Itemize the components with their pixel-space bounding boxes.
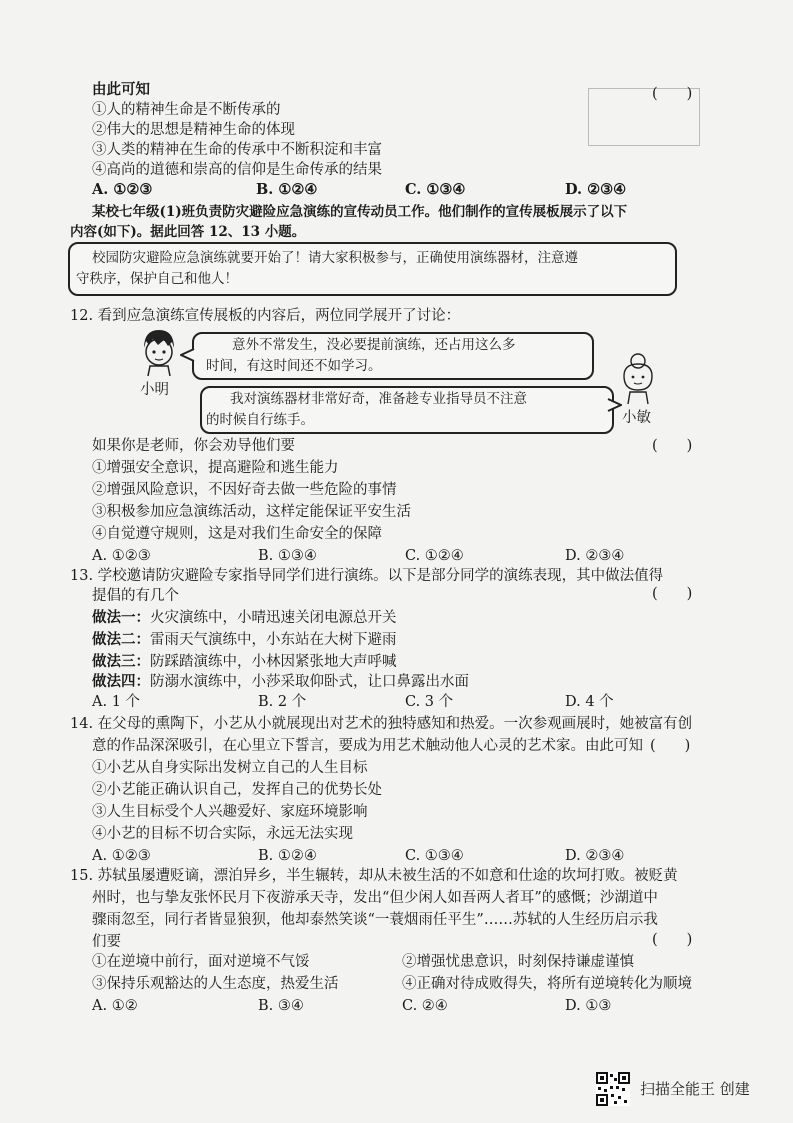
context-line: 内容(如下)。据此回答 12、13 小题。 [70,224,306,240]
statement-item: ③保持乐观豁达的人生态度，热爱生活 [92,976,339,992]
statement-item: ③积极参加应急演练活动，这样定能保证平安生活 [92,504,411,520]
qr-code-icon [596,1072,630,1106]
method-text: 火灾演练中，小晴迅速关闭电源总开关 [150,610,397,626]
question-13-stem: 提倡的有几个 [92,588,179,604]
option-a: A. ①② [92,998,138,1014]
question-14-stem: 意的作品深深吸引，在心里立下誓言，要成为用艺术触动他人心灵的艺术家。由此可知 [92,738,643,754]
statement-item: ②增强风险意识，不因好奇去做一些危险的事情 [92,482,397,498]
statement-item: ③人生目标受个人兴趣爱好、家庭环境影响 [92,804,368,820]
question-15-stem: 州时，也与挚友张怀民月下夜游承天寺，发出“但少闲人如吾两人者耳”的感慨；沙湖道中 [92,890,658,906]
option-d: D. ②③④ [565,848,625,864]
option-d: D. ②③④ [565,181,627,198]
board-text: 校园防灾避险应急演练就要开始了！请大家积极参与，正确使用演练器材，注意遵 [92,250,578,266]
option-b: B. 2 个 [258,694,307,710]
speech-text: 意外不常发生，没必要提前演练，还占用这么多 [232,337,516,353]
statement-item: ①在逆境中前行，面对逆境不气馁 [92,954,310,970]
question-15-stem: 们要 [92,934,121,950]
answer-bracket: ( ) [650,738,691,754]
option-a: A. ①②③ [92,181,153,198]
scanner-watermark: 扫描全能王 创建 [640,1080,750,1098]
option-a: A. ①②③ [92,848,151,864]
statement-item: ①增强安全意识，提高避险和逃生能力 [92,460,339,476]
option-c: C. ①③④ [405,848,464,864]
answer-bracket: ( ) [652,86,693,102]
option-d: D. 4 个 [565,694,614,710]
speech-text: 的时候自行练手。 [206,412,314,428]
method-label: 做法三： [92,653,150,670]
method-text: 防踩踏演练中，小林因紧张地大声呼喊 [150,654,397,670]
option-b: B. ①②④ [256,181,318,198]
statement-item: ①人的精神生命是不断传承的 [92,102,281,118]
question-14-stem: 14. 在父母的熏陶下，小艺从小就展现出对艺术的独特感知和热爱。一次参观画展时，她被富有创 [70,716,693,732]
propaganda-board [68,242,677,296]
option-d: D. ②③④ [565,548,625,564]
method-item [92,672,469,692]
board-text: 守秩序，保护自己和他人！ [76,271,238,287]
method-item [92,630,397,650]
statement-item: ④高尚的道德和崇高的信仰是生命传承的结果 [92,162,382,178]
xiaoming-avatar [136,328,182,378]
question-15-stem: 骤雨忽至，同行者皆显狼狈，他却泰然笑谈“一蓑烟雨任平生”……苏轼的人生经历启示我 [92,912,658,928]
context-line: 某校七年级(1)班负责防灾避险应急演练的宣传动员工作。他们制作的宣传展板展示了以下 [92,204,628,220]
statement-item: ①小艺从自身实际出发树立自己的人生目标 [92,760,368,776]
speech-text: 时间，有这时间还不如学习。 [206,358,382,374]
statement-item: ②小艺能正确认识自己，发挥自己的优势长处 [92,782,382,798]
statement-item: ④小艺的目标不切合实际，永远无法实现 [92,826,353,842]
option-c: C. ①②④ [405,548,464,564]
question-15-stem: 15. 苏轼虽屡遭贬谪，漂泊异乡，半生辗转，却从未被生活的不如意和仕途的坎坷打败。被贬黄 [70,868,678,884]
method-label: 做法二： [92,631,150,648]
option-b: B. ①③④ [258,548,317,564]
statement-item: ④自觉遵守规则，这是对我们生命安全的保障 [92,526,382,542]
xiaoming-label: 小明 [140,382,169,398]
answer-bracket: ( ) [652,586,693,602]
method-text: 防溺水演练中，小莎采取仰卧式，让口鼻露出水面 [150,674,469,690]
option-b: B. ①②④ [258,848,317,864]
question-12-ask: 如果你是老师，你会劝导他们要 [92,438,295,454]
option-b: B. ③④ [258,998,304,1014]
intro-text: 由此可知 [92,81,150,98]
option-a: A. ①②③ [92,548,151,564]
bubble-tail [180,348,196,362]
xiaoming-speech-bubble [192,332,594,380]
statement-item: ②增强忧患意识，时刻保持谦虚谨慎 [402,954,634,970]
method-item [92,652,397,672]
speech-text: 我对演练器材非常好奇，准备趁专业指导员不注意 [230,391,527,407]
statement-item: ②伟大的思想是精神生命的体现 [92,122,295,138]
xiaomin-label: 小敏 [622,410,651,426]
question-12-stem: 12. 看到应急演练宣传展板的内容后，两位同学展开了讨论： [70,308,461,324]
option-c: C. ①③④ [405,181,466,198]
question-13-stem: 13. 学校邀请防灾避险专家指导同学们进行演练。以下是部分同学的演练表现，其中做法值得 [70,568,664,584]
option-c: C. ②④ [402,998,448,1014]
method-label: 做法一： [92,609,150,626]
method-item [92,608,397,628]
option-d: D. ①③ [565,998,612,1014]
option-c: C. 3 个 [405,694,454,710]
xiaomin-avatar [618,352,658,406]
method-label: 做法四： [92,673,150,690]
method-text: 雷雨天气演练中，小东站在大树下避雨 [150,632,397,648]
statement-item: ③人类的精神在生命的传承中不断积淀和丰富 [92,142,382,158]
option-a: A. 1 个 [92,694,141,710]
answer-bracket: ( ) [652,438,693,454]
xiaomin-speech-bubble [200,386,614,434]
statement-item: ④正确对待成败得失，将所有逆境转化为顺境 [402,976,692,992]
answer-bracket: ( ) [652,932,693,948]
